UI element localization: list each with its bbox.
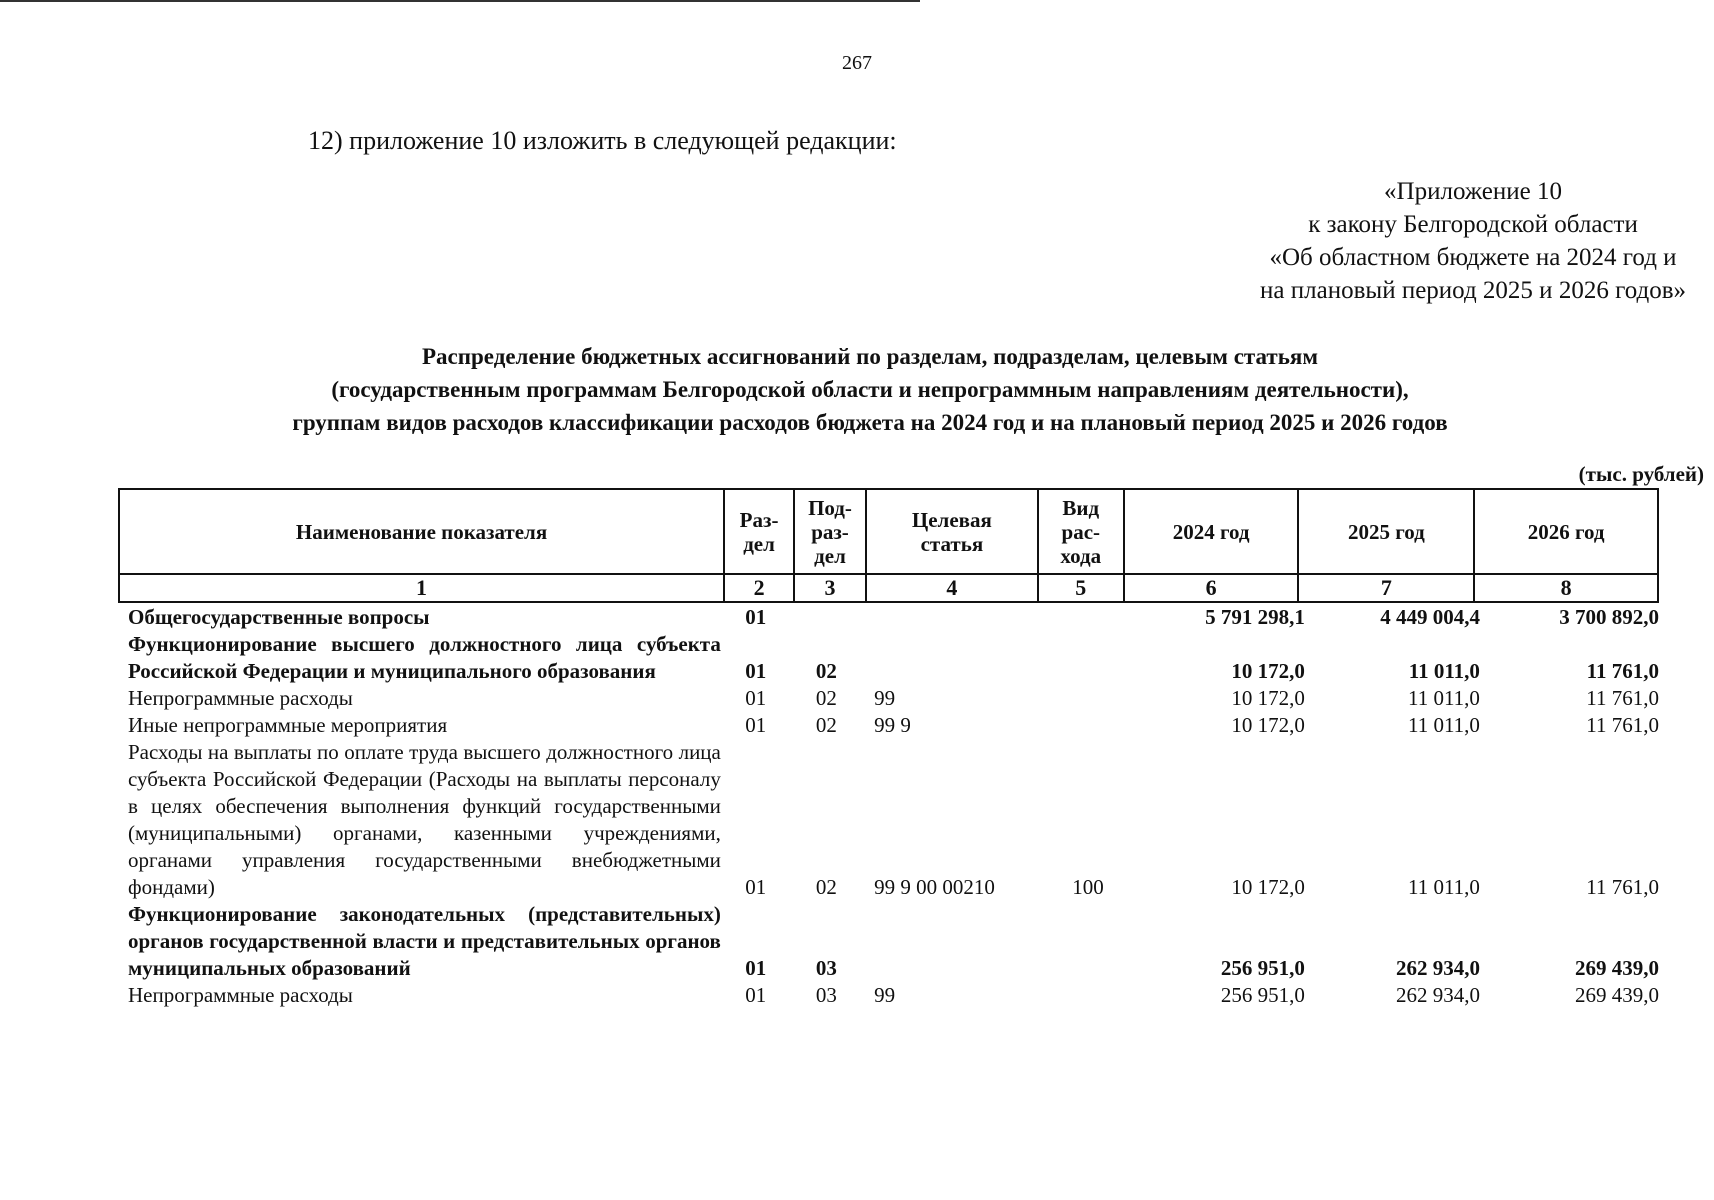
title-line-3: группам видов расходов классификации расходов бюджета на 2024 год и на плановый период 2025 и 2026 годов — [292, 410, 1448, 435]
row-name: Функционирование высшего должностного лица субъекта Российской Федерации и муниципального образования — [128, 632, 721, 683]
col-num-1: 1 — [119, 574, 724, 602]
col-num-7: 7 — [1298, 574, 1474, 602]
appendix-line-2: к закону Белгородской области — [1308, 211, 1638, 238]
row-target: 99 9 00 00210 — [874, 875, 995, 899]
row-value-2025: 11 011,0 — [1407, 875, 1480, 899]
row-name: Общегосударственные вопросы — [128, 605, 430, 629]
col-num-2: 2 — [724, 574, 794, 602]
col-num-8: 8 — [1474, 574, 1658, 602]
row-value-2026: 269 439,0 — [1575, 956, 1659, 980]
row-value-2024: 10 172,0 — [1231, 659, 1305, 683]
table-row — [118, 712, 1659, 739]
table-body — [118, 604, 1659, 1009]
table-row — [118, 739, 1659, 901]
header-2026: 2026 год — [1474, 489, 1658, 574]
header-type: Вид рас- хода — [1038, 489, 1124, 574]
table-row — [118, 631, 1659, 685]
col-num-4: 4 — [866, 574, 1038, 602]
row-value-2025: 11 011,0 — [1408, 659, 1480, 683]
row-value-2025: 262 934,0 — [1395, 983, 1480, 1007]
row-value-2026: 269 439,0 — [1575, 983, 1659, 1007]
row-value-2024: 5 791 298,1 — [1205, 605, 1305, 629]
row-value-2026: 11 761,0 — [1586, 686, 1659, 710]
row-value-2024: 10 172,0 — [1231, 875, 1305, 899]
row-name: Непрограммные расходы — [128, 983, 353, 1007]
row-section: 01 — [745, 686, 767, 710]
header-2025: 2025 год — [1298, 489, 1474, 574]
document-title — [140, 340, 1600, 439]
appendix-line-4: на плановый период 2025 и 2026 годов» — [1260, 277, 1686, 304]
row-name: Расходы на выплаты по оплате труда высшего должностного лица субъекта Российской Федерации (Расходы на выплаты персоналу в целях обеспечения выполнения функций государственными (муниципальными) органами, казенными учреждениями, органами управления государственными внебюджетными фондами) — [128, 740, 721, 899]
row-name: Функционирование законодательных (представительных) органов государственной власти и представительных органов муниципальных образований — [128, 902, 721, 980]
row-value-2024: 256 951,0 — [1220, 956, 1305, 980]
row-value-2025: 11 011,0 — [1407, 713, 1480, 737]
table-row — [118, 685, 1659, 712]
row-name: Иные непрограммные мероприятия — [128, 713, 448, 737]
appendix-line-3: «Об областном бюджете на 2024 год и — [1269, 244, 1677, 271]
table-header — [118, 488, 1659, 603]
row-value-2026: 11 761,0 — [1586, 875, 1659, 899]
table-row — [118, 604, 1659, 631]
table-row — [118, 901, 1659, 982]
col-num-3: 3 — [794, 574, 866, 602]
row-target: 99 9 — [874, 713, 911, 737]
row-section: 01 — [745, 956, 767, 980]
row-value-2025: 262 934,0 — [1395, 956, 1480, 980]
row-section: 01 — [745, 659, 767, 683]
col-num-6: 6 — [1124, 574, 1299, 602]
header-subsection: Под- раз- дел — [794, 489, 866, 574]
col-num-5: 5 — [1038, 574, 1124, 602]
row-value-2026: 11 761,0 — [1586, 713, 1659, 737]
row-value-2025: 11 011,0 — [1407, 686, 1480, 710]
page-number: 267 — [842, 52, 872, 74]
row-name: Непрограммные расходы — [128, 686, 353, 710]
row-type: 100 — [1072, 875, 1104, 899]
row-value-2024: 256 951,0 — [1220, 983, 1305, 1007]
header-name: Наименование показателя — [119, 489, 724, 574]
row-subsection: 02 — [815, 659, 837, 683]
title-line-2: (государственным программам Белгородской области и непрограммным направлениям деятельности), — [331, 377, 1409, 402]
row-subsection: 02 — [815, 713, 837, 737]
scan-edge-line — [0, 0, 920, 2]
row-value-2026: 3 700 892,0 — [1559, 605, 1659, 629]
row-subsection: 03 — [815, 983, 837, 1007]
row-target: 99 — [874, 983, 896, 1007]
row-subsection: 03 — [815, 956, 837, 980]
row-value-2026: 11 761,0 — [1586, 659, 1659, 683]
row-section: 01 — [745, 875, 767, 899]
appendix-line-1: «Приложение 10 — [1384, 178, 1562, 205]
header-2024: 2024 год — [1124, 489, 1299, 574]
row-target: 99 — [874, 686, 896, 710]
intro-text: 12) приложение 10 изложить в следующей редакции: — [308, 126, 897, 155]
row-subsection: 02 — [815, 686, 837, 710]
header-target: Целевая статья — [866, 489, 1038, 574]
row-value-2025: 4 449 004,4 — [1380, 605, 1480, 629]
row-section: 01 — [745, 713, 767, 737]
title-line-1: Распределение бюджетных ассигнований по разделам, подразделам, целевым статьям — [421, 344, 1318, 369]
header-section: Раз- дел — [724, 489, 794, 574]
row-value-2024: 10 172,0 — [1231, 713, 1305, 737]
row-value-2024: 10 172,0 — [1231, 686, 1305, 710]
appendix-caption — [1260, 175, 1686, 307]
row-section: 01 — [745, 605, 767, 629]
row-subsection: 02 — [815, 875, 837, 899]
table-row — [118, 982, 1659, 1009]
row-section: 01 — [745, 983, 767, 1007]
units-label: (тыс. рублей) — [1578, 462, 1704, 486]
